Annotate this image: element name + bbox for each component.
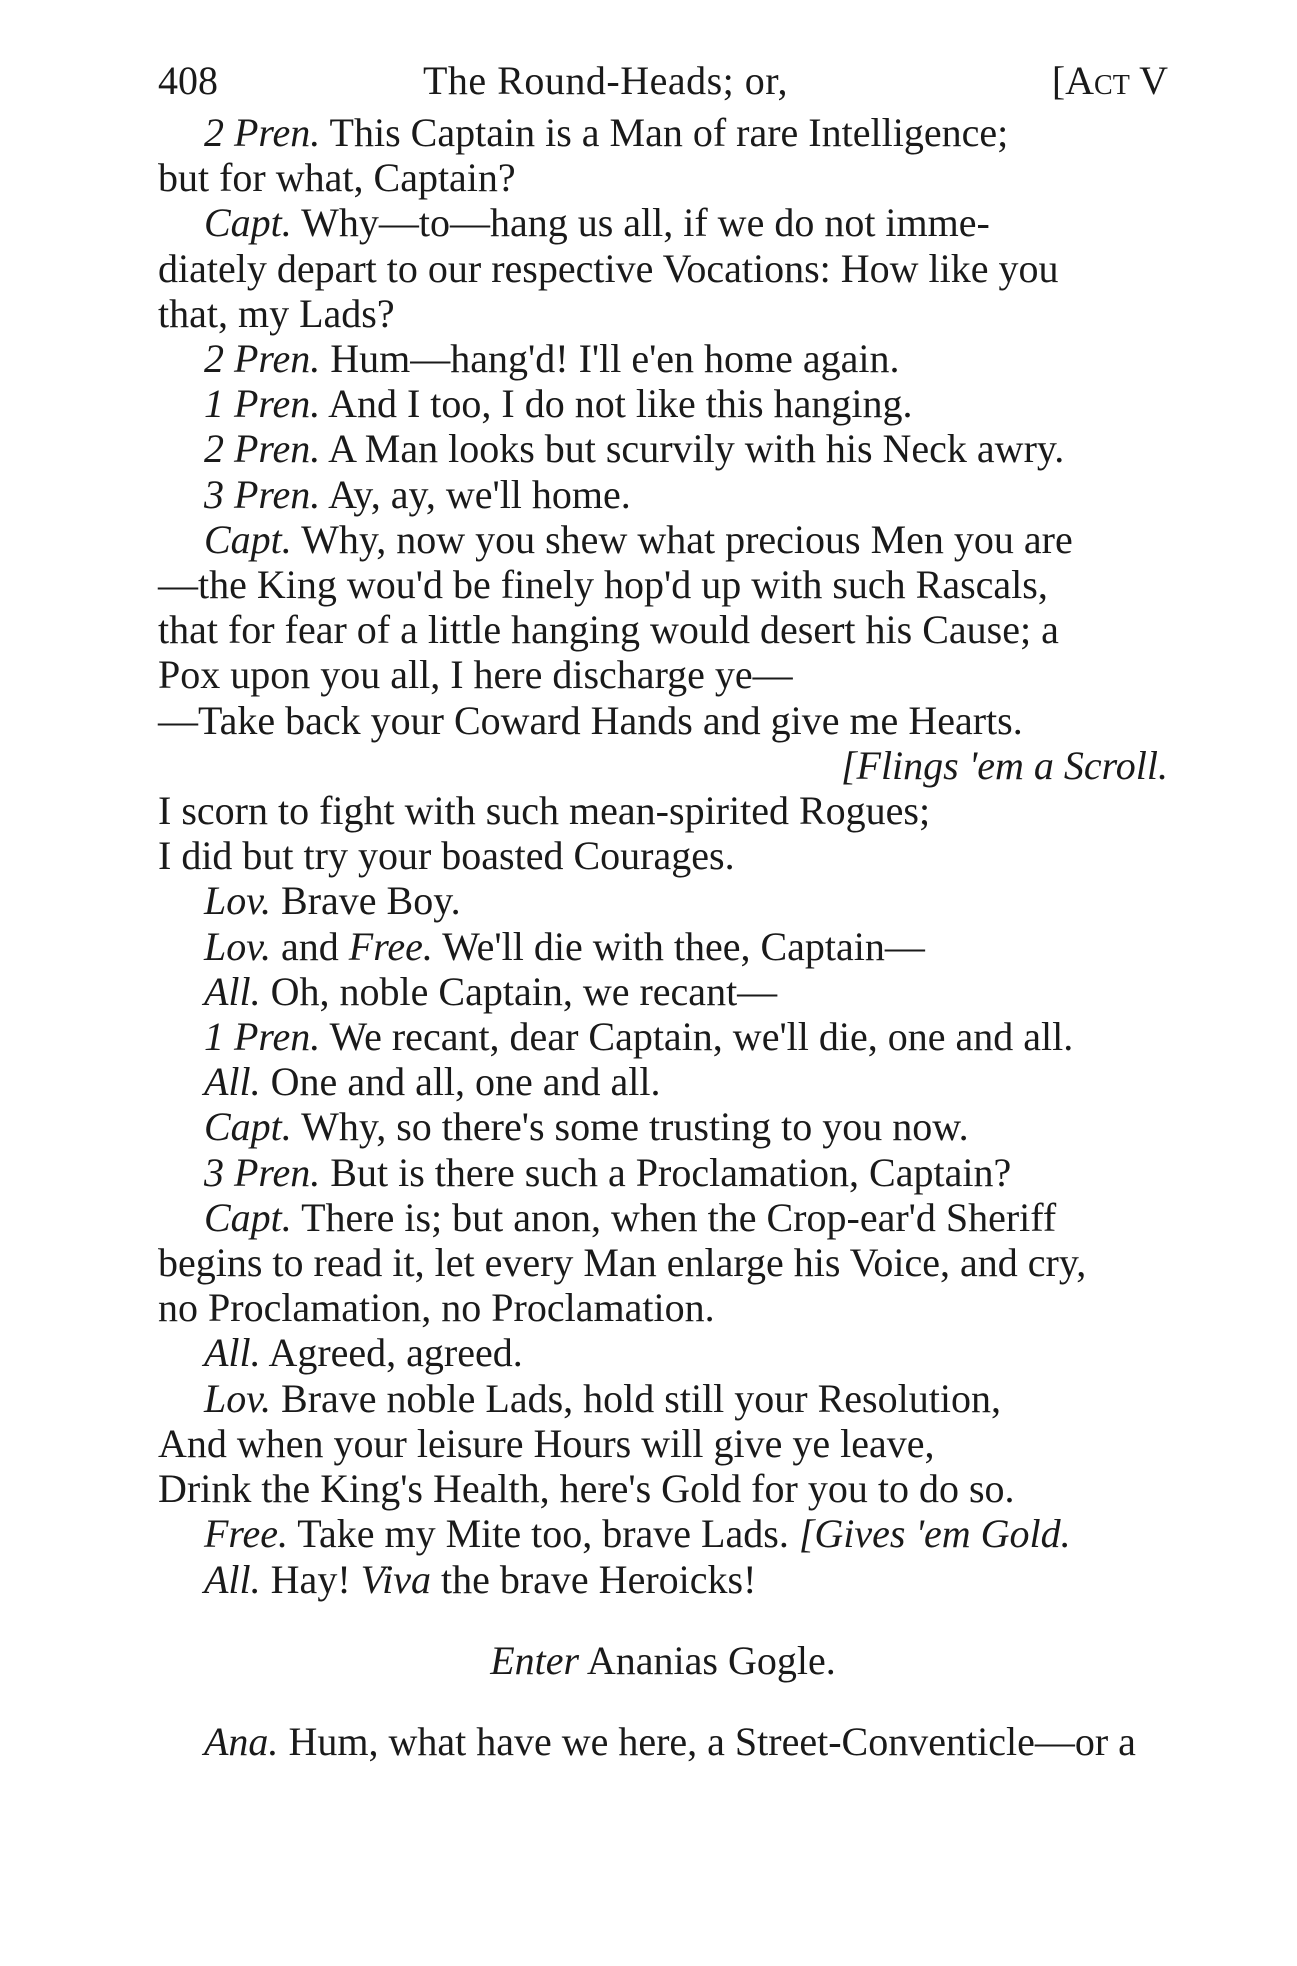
speaker-name: Capt. [204, 1104, 292, 1150]
line-text: I did but try your boasted Courages. [158, 833, 735, 879]
connector-text: and [271, 923, 349, 969]
line-text: One and all, one and all. [260, 1059, 661, 1105]
line-text: but for what, Captain? [158, 155, 516, 201]
speaker-name: Free. [204, 1511, 289, 1557]
speaker-name: 1 Pren. [204, 381, 321, 427]
dialogue-line [158, 607, 1168, 652]
dialogue-line [158, 1104, 1168, 1149]
dialogue-line [158, 788, 1168, 833]
line-text: the brave Heroicks! [430, 1556, 757, 1602]
line-text: Brave Boy. [271, 878, 461, 924]
dialogue-line [158, 969, 1168, 1014]
dialogue-line [158, 698, 1168, 743]
page-header [158, 52, 1168, 110]
dialogue-line [158, 472, 1168, 517]
line-text: Hum, what have we here, a Street-Conventicle—or a [278, 1718, 1136, 1764]
dialogue-line [158, 426, 1168, 471]
speaker-name: 2 Pren. [204, 336, 321, 382]
dialogue-line [158, 652, 1168, 697]
speaker-name: 2 Pren. [204, 110, 321, 155]
dialogue-line [158, 336, 1168, 381]
line-text: Oh, noble Captain, we recant— [260, 968, 778, 1014]
dialogue-line [158, 1511, 1168, 1556]
dialogue-line [158, 878, 1168, 923]
dialogue-line [158, 1376, 1168, 1421]
dialogue-line [158, 1059, 1168, 1104]
direction-text: [Flings 'em a Scroll. [840, 742, 1168, 788]
dialogue-line [158, 1466, 1168, 1511]
line-text: Pox upon you all, I here discharge ye— [158, 652, 793, 698]
line-text: Hay! [260, 1556, 361, 1602]
speaker-name: Lov. [204, 923, 272, 969]
dialogue-line [158, 200, 1168, 245]
dialogue-line [158, 1150, 1168, 1195]
speaker-name: 3 Pren. [204, 1149, 321, 1195]
line-text: Brave noble Lads, hold still your Resolution, [271, 1375, 1001, 1421]
speaker-name: 1 Pren. [204, 1014, 321, 1060]
dialogue-line [158, 924, 1168, 969]
dialogue-line [158, 155, 1168, 200]
line-text: Ay, ay, we'll home. [320, 471, 631, 517]
line-text: diately depart to our respective Vocations: How like you [158, 245, 1059, 291]
speaker-name: All. [204, 1059, 261, 1105]
dialogue-line [158, 517, 1168, 562]
line-text: begins to read it, let every Man enlarge his Voice, and cry, [158, 1240, 1087, 1286]
spacer [158, 1683, 1168, 1719]
line-text: Hum—hang'd! I'll e'en home again. [320, 336, 900, 382]
entrance-direction [158, 1638, 1168, 1683]
dialogue-line [158, 110, 1168, 155]
line-text: We'll die with thee, Captain— [432, 923, 925, 969]
line-text: This Captain is a Man of rare Intelligence; [320, 110, 1009, 155]
dialogue-line [158, 1240, 1168, 1285]
dialogue-line [158, 1330, 1168, 1375]
line-text: And when your leisure Hours will give ye leave, [158, 1420, 935, 1466]
speaker-name: Ana. [204, 1718, 279, 1764]
speaker-name: Capt. [204, 1194, 292, 1240]
speaker-name: Free. [348, 923, 433, 969]
running-title: The Round-Heads; or, [423, 58, 788, 103]
line-text: that for fear of a little hanging would desert his Cause; a [158, 607, 1059, 653]
dialogue-line [158, 1014, 1168, 1059]
line-text: There is; but anon, when the Crop-ear'd Sheriff [291, 1194, 1057, 1240]
line-text: Why, now you shew what precious Men you are [291, 516, 1073, 562]
line-text: Agreed, agreed. [260, 1330, 523, 1376]
speaker-name: 2 Pren. [204, 426, 321, 472]
act-label: [Act V [1051, 58, 1168, 103]
line-text: We recant, dear Captain, we'll die, one and all. [320, 1014, 1074, 1060]
enter-word: Enter [490, 1637, 580, 1683]
dialogue-line [158, 1557, 1168, 1602]
line-text: no Proclamation, no Proclamation. [158, 1285, 715, 1331]
dialogue-line [158, 562, 1168, 607]
italic-word: Viva [360, 1556, 431, 1602]
line-text: —the King wou'd be finely hop'd up with such Rascals, [158, 562, 1048, 608]
line-text: Why—to—hang us all, if we do not imme- [291, 200, 990, 246]
speaker-name: All. [204, 1330, 261, 1376]
stage-direction: [Gives 'em Gold. [798, 1511, 1071, 1557]
page-number: 408 [158, 58, 218, 103]
speaker-name: Lov. [204, 1375, 272, 1421]
line-text: A Man looks but scurvily with his Neck awry. [320, 426, 1065, 472]
speaker-name: All. [204, 968, 261, 1014]
line-text: Take my Mite too, brave Lads. [288, 1511, 799, 1557]
dialogue-line [158, 246, 1168, 291]
line-text: —Take back your Coward Hands and give me Hearts. [158, 697, 1023, 743]
speaker-name: Lov. [204, 878, 272, 924]
dialogue-line [158, 1195, 1168, 1240]
dialogue-line [158, 833, 1168, 878]
character-name: Ananias Gogle. [579, 1637, 836, 1683]
dialogue-line [158, 1719, 1168, 1764]
speaker-name: Capt. [204, 200, 292, 246]
speaker-name: All. [204, 1556, 261, 1602]
line-text: And I too, I do not like this hanging. [320, 381, 913, 427]
stage-direction [158, 743, 1168, 788]
play-text [158, 110, 1168, 1764]
dialogue-line [158, 381, 1168, 426]
line-text: But is there such a Proclamation, Captain? [320, 1149, 1012, 1195]
line-text: I scorn to fight with such mean-spirited Rogues; [158, 788, 931, 834]
line-text: Why, so there's some trusting to you now. [291, 1104, 969, 1150]
line-text: that, my Lads? [158, 290, 395, 336]
dialogue-line [158, 1421, 1168, 1466]
book-page [158, 52, 1168, 1764]
line-text: Drink the King's Health, here's Gold for you to do so. [158, 1466, 1015, 1512]
dialogue-line [158, 1285, 1168, 1330]
speaker-name: Capt. [204, 516, 292, 562]
dialogue-line [158, 291, 1168, 336]
spacer [158, 1602, 1168, 1638]
speaker-name: 3 Pren. [204, 471, 321, 517]
